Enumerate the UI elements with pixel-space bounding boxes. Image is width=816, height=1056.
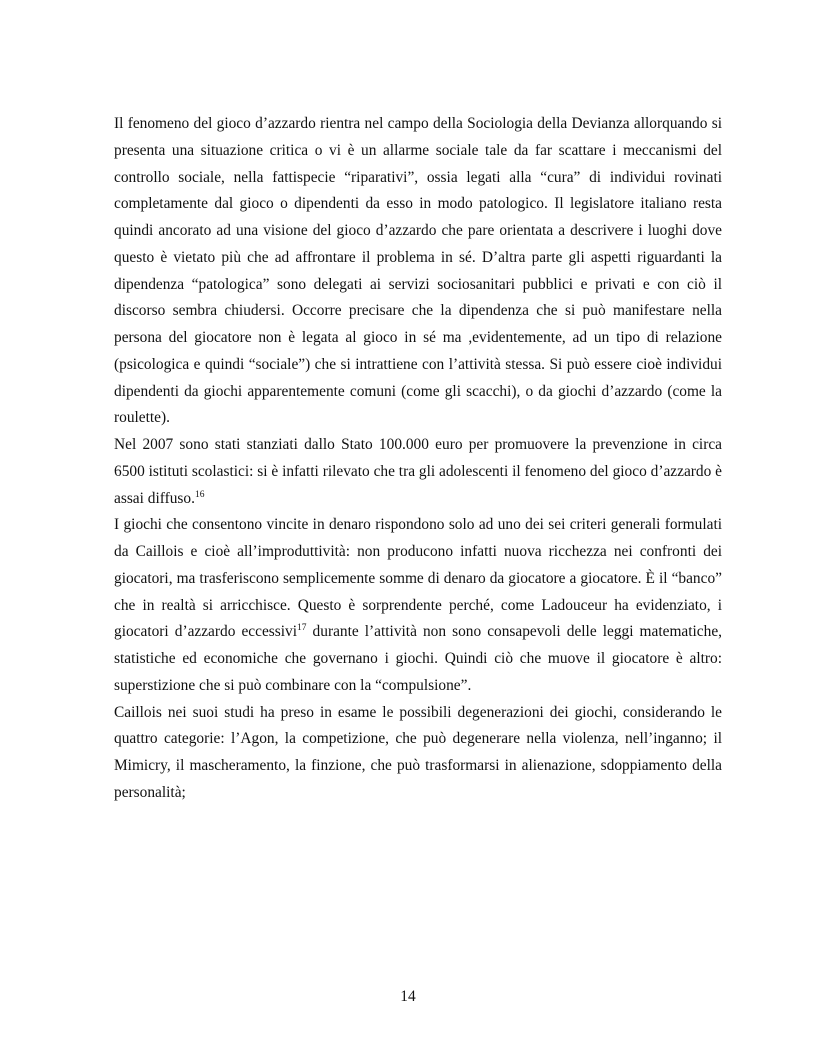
paragraph-text: durante l’attività non sono consapevoli delle leggi matematiche, statistiche ed economiche che governano i giochi. Quindi ciò che muove il giocatore è altro: superstizione che si può combinare con la “compulsione”. <box>114 623 722 694</box>
paragraph-text: I giochi che consentono vincite in denaro rispondono solo ad uno dei sei criteri generali formulati da Caillois e cioè all’improduttività: non producono infatti nuova ricchezza nei confronti dei giocatori, ma trasferiscono semplicemente somme di denaro da giocatore a giocatore. È il “banco” che in realtà si arricchisce. Questo è sorprendente perché, come Ladouceur ha evidenziato, i giocatori d’azzardo eccessivi <box>114 516 722 641</box>
paragraph-degenerations: Caillois nei suoi studi ha preso in esame le possibili degenerazioni dei giochi, considerando le quattro categorie: l’Agon, la competizione, che può degenerare nella violenza, nell’inganno; il Mimicry, il mascheramento, la finzione, che può trasformarsi in alienazione, sdoppiamento della personalità; <box>114 703 722 801</box>
footnote-marker[interactable]: 16 <box>194 489 205 500</box>
paragraph-caillois-criteria <box>114 512 722 699</box>
body-text <box>114 111 722 807</box>
paragraph-gambling-deviance: Il fenomeno del gioco d’azzardo rientra nel campo della Sociologia della Devianza allorquando si presenta una situazione critica o vi è un allarme sociale tale da far scattare i meccanismi del controllo sociale, nella fattispecie “riparativi”, ossia legati alla “cura” di individui rovinati completamente dal gioco o dipendenti da esso in modo patologico. Il legislatore italiano resta quindi ancorato ad una visione del gioco d’azzardo che pare orientata a descrivere i luoghi dove questo è vietato più che ad affrontare il problema in sé. D’altra parte gli aspetti riguardanti la dipendenza “patologica” sono delegati ai servizi sociosanitari pubblici e privati e con ciò il discorso sembra chiudersi. Occorre precisare che la dipendenza che si può manifestare nella persona del giocatore non è legata al gioco in sé ma ,evidentemente, ad un tipo di relazione (psicologica e quindi “sociale”) che si intrattiene con l’attività stessa. Si può essere cioè individui dipendenti da giochi apparentemente comuni (come gli scacchi), o da giochi d’azzardo (come la roulette). <box>114 115 722 427</box>
page-number: 14 <box>400 988 416 1005</box>
footnote-marker[interactable]: 17 <box>297 623 307 634</box>
paragraph-prevention-funding <box>114 432 722 512</box>
paragraph-text: Nel 2007 sono stati stanziati dallo Stato 100.000 euro per promuovere la prevenzione in circa 6500 istituti scolastici: si è infatti rilevato che tra gli adolescenti il fenomeno del gioco d’azzardo è assai diffuso. <box>114 436 722 507</box>
